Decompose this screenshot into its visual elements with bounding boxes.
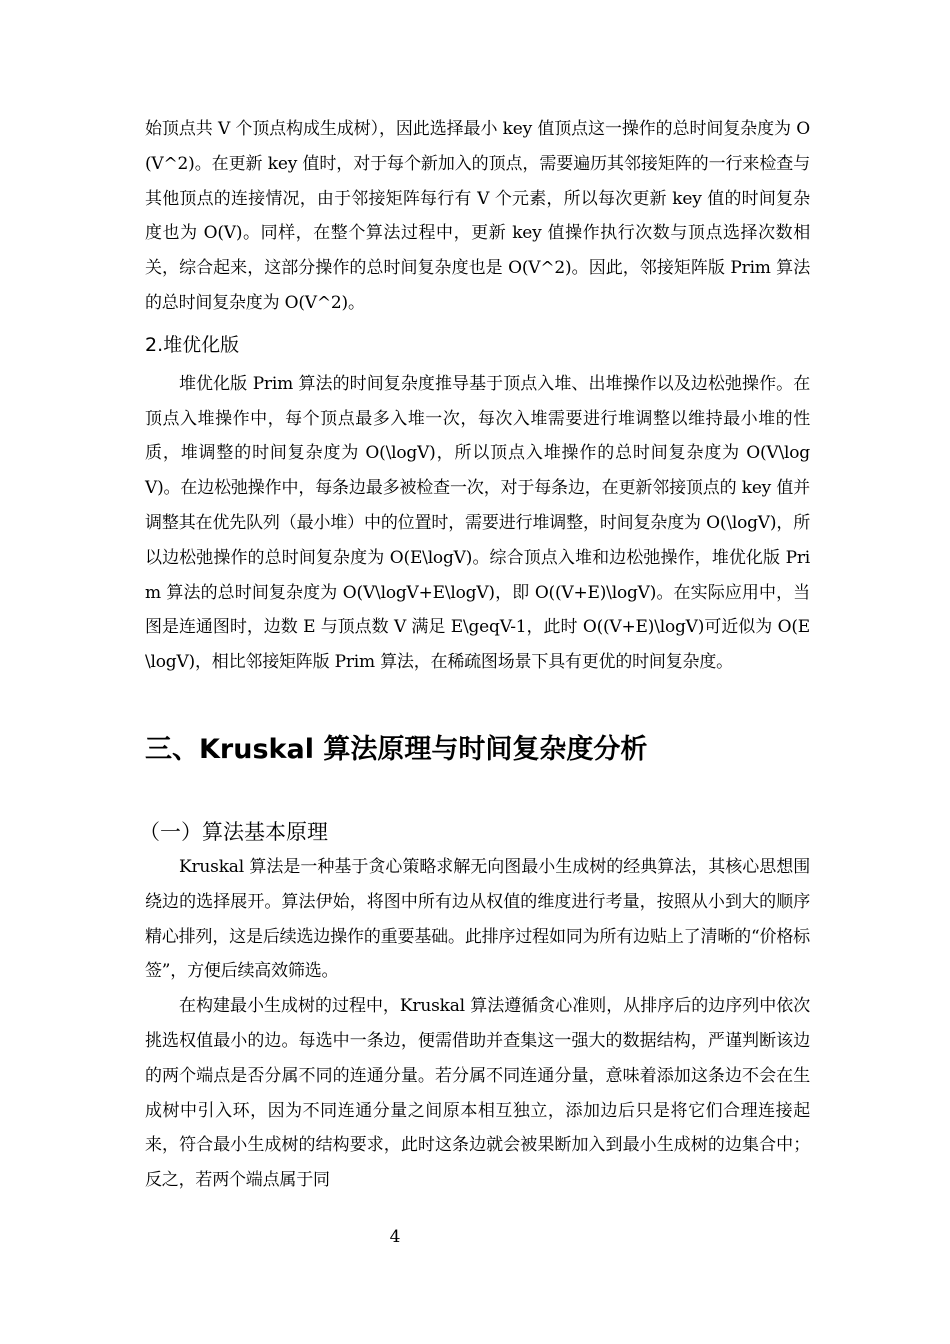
- paragraph-heap-optimized-complexity: 堆优化版 Prim 算法的时间复杂度推导基于顶点入堆、出堆操作以及边松弛操作。在顶点入堆操作中，每个顶点最多入堆一次，每次入堆需要进行堆调整以维持最小堆的性质，堆调整的时间复杂度为 O(\logV)，所以顶点入堆操作的总时间复杂度为 O(V\logV)。在边松弛操作中，每条边最多被检查一次，对于每条边，在更新邻接顶点的 key 值并调整其在优先队列（最小堆）中的位置时，需要进行堆调整，时间复杂度为 O(\logV)，所以边松弛操作的总时间复杂度为 O(E\logV)。综合顶点入堆和边松弛操作，堆优化版 Prim 算法的总时间复杂度为 O(V\logV+E\logV)，即 O((V+E)\logV)。在实际应用中，当图是连通图时，边数 E 与顶点数 V 满足 E\geqV-1，此时 O((V+E)\logV)可近似为 O(E\logV)，相比邻接矩阵版 Prim 算法，在稀疏图场景下具有更优的时间复杂度。: [145, 373, 810, 673]
- heap-optimized-heading: 2.堆优化版: [145, 333, 240, 356]
- subsection-heading-basic-principle: （一）算法基本原理: [139, 819, 328, 844]
- section-heading-kruskal: 三、Kruskal 算法原理与时间复杂度分析: [145, 733, 648, 765]
- paragraph-kruskal-construction: 在构建最小生成树的过程中，Kruskal 算法遵循贪心准则，从排序后的边序列中依次挑选权值最小的边。每选中一条边，便需借助并查集这一强大的数据结构，严谨判断该边的两个端点是否分属不同的连通分量。若分属不同连通分量，意味着添加这条边不会在生成树中引入环，因为不同连通分量之间原本相互独立，添加边后只是将它们合理连接起来，符合最小生成树的结构要求，此时这条边就会被果断加入到最小生成树的边集合中；反之，若两个端点属于同: [145, 996, 810, 1191]
- page-content: [139, 112, 810, 1198]
- paragraph-kruskal-intro: Kruskal 算法是一种基于贪心策略求解无向图最小生成树的经典算法，其核心思想围绕边的选择展开。算法伊始，将图中所有边从权值的维度进行考量，按照从小到大的顺序精心排列，这是后续选边操作的重要基础。此排序过程如同为所有边贴上了清晰的“价格标签”，方便后续高效筛选。: [145, 856, 810, 982]
- page-number: 4: [389, 1227, 401, 1247]
- paragraph-adjacency-matrix-complexity: 始顶点共 V 个顶点构成生成树），因此选择最小 key 值顶点这一操作的总时间复杂度为 O(V^2)。在更新 key 值时，对于每个新加入的顶点，需要遍历其邻接矩阵的一行来检查与其他顶点的连接情况，由于邻接矩阵每行有 V 个元素，所以每次更新 key 值的时间复杂度也为 O(V)。同样，在整个算法过程中，更新 key 值操作执行次数与顶点选择次数相关，综合起来，这部分操作的总时间复杂度也是 O(V^2)。因此，邻接矩阵版 Prim 算法的总时间复杂度为 O(V^2)。: [145, 119, 810, 313]
